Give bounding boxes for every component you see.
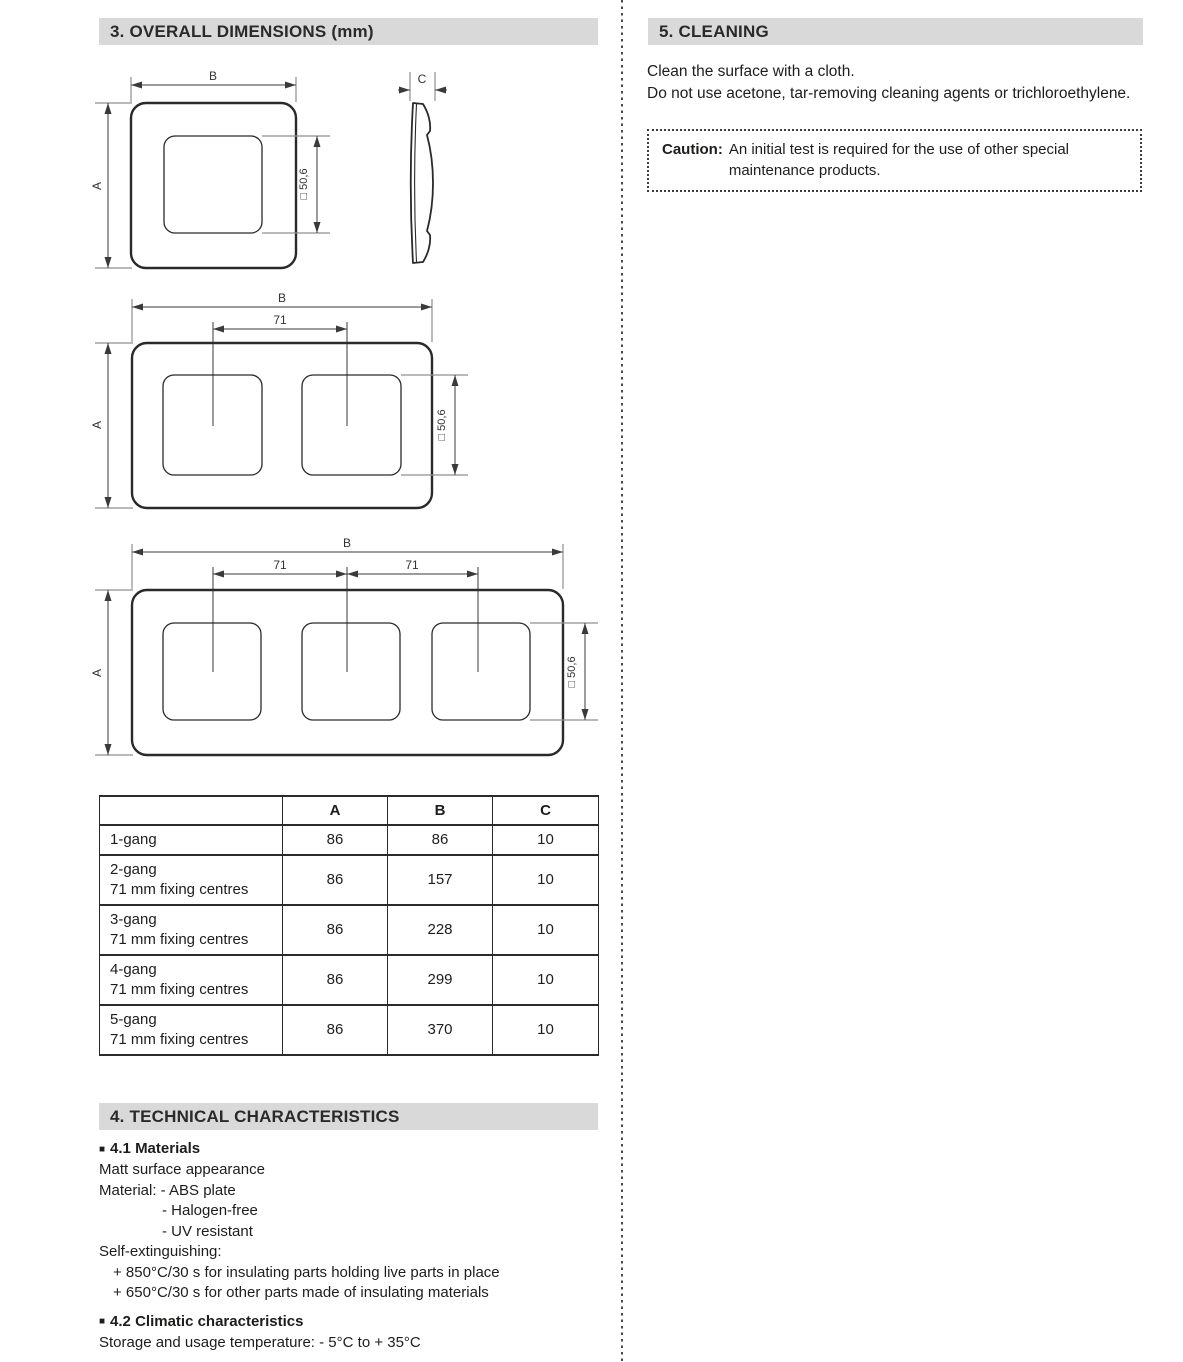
cell-c: 10 <box>493 955 599 1005</box>
row-label-cell <box>100 955 283 1005</box>
window-opening <box>302 623 400 720</box>
cell-b: 157 <box>388 855 493 905</box>
cell-a: 86 <box>283 955 388 1005</box>
materials-line: + 850°C/30 s for insulating parts holding live parts in place <box>113 1263 500 1281</box>
drawing-3-gang <box>90 533 615 778</box>
caution-label: Caution: <box>662 141 723 158</box>
cell-c: 10 <box>493 1005 599 1055</box>
dimension-label-centres: 71 <box>273 558 287 572</box>
row-sublabel: 71 mm fixing centres <box>110 980 249 998</box>
row-label: 3-gang <box>110 911 157 928</box>
row-label: 1-gang <box>110 831 157 848</box>
window-opening <box>163 623 261 720</box>
section-title-overall-dimensions: 3. OVERALL DIMENSIONS (mm) <box>110 21 374 41</box>
cell-b: 299 <box>388 955 493 1005</box>
table-header-c: C <box>493 796 599 825</box>
row-label: 2-gang <box>110 861 157 878</box>
table-row <box>100 955 599 1005</box>
dimension-label-b: B <box>342 536 352 550</box>
window-opening <box>164 136 262 233</box>
cell-b: 370 <box>388 1005 493 1055</box>
column-divider <box>621 0 623 1362</box>
cell-a: 86 <box>283 905 388 955</box>
row-label: 5-gang <box>110 1011 157 1028</box>
technical-characteristics-block <box>99 1139 621 1353</box>
dimension-a-group <box>90 343 133 508</box>
table-header-row <box>100 796 599 825</box>
row-label: 4-gang <box>110 961 157 978</box>
dimension-label-centres: 71 <box>273 313 287 327</box>
dimension-a-group <box>90 103 132 268</box>
materials-line: Material: - ABS plate <box>99 1181 236 1199</box>
cleaning-line: Do not use acetone, tar-removing cleaning agents or trichloroethylene. <box>647 84 1131 102</box>
dimension-a-group <box>90 590 133 755</box>
row-label-cell <box>100 905 283 955</box>
cell-b: 86 <box>388 825 493 855</box>
materials-heading <box>99 1139 621 1160</box>
table-header-a: A <box>283 796 388 825</box>
cell-c: 10 <box>493 905 599 955</box>
dimension-label-b: B <box>277 291 287 305</box>
section-header-technical-characteristics <box>99 1103 598 1130</box>
row-label-cell <box>100 855 283 905</box>
dimension-centres-group <box>213 313 347 426</box>
cell-b: 228 <box>388 905 493 955</box>
cleaning-instructions <box>647 61 1157 104</box>
cell-a: 86 <box>283 1005 388 1055</box>
caution-content <box>649 131 1140 181</box>
dimension-label-a: A <box>90 420 104 430</box>
table-row <box>100 1005 599 1055</box>
cell-a: 86 <box>283 855 388 905</box>
dimension-label-b: B <box>208 69 218 83</box>
dimensions-table <box>99 795 599 1056</box>
dimension-c-group <box>398 72 447 101</box>
caution-text: An initial test is required for the use of other special maintenance products. <box>728 141 1070 179</box>
cell-c: 10 <box>493 825 599 855</box>
section-title-cleaning: 5. CLEANING <box>659 21 769 41</box>
drawing-2-gang <box>90 291 485 518</box>
section-header-cleaning <box>648 18 1143 45</box>
plate-outline <box>131 103 296 268</box>
dimension-label-centres: 71 <box>405 558 419 572</box>
row-label-cell <box>100 1005 283 1055</box>
table-corner-cell <box>100 796 283 825</box>
dimension-label-window: □ 50,6 <box>566 656 578 688</box>
square-bullet-icon: ■ <box>99 1316 106 1327</box>
table-row <box>100 905 599 955</box>
materials-line: - Halogen-free <box>162 1202 258 1219</box>
dimension-label-window: □ 50,6 <box>298 168 310 200</box>
section-header-overall-dimensions <box>99 18 598 45</box>
caution-box <box>647 129 1142 192</box>
section-title-technical-characteristics: 4. TECHNICAL CHARACTERISTICS <box>110 1106 400 1126</box>
table-row <box>100 855 599 905</box>
row-label-cell <box>100 825 283 855</box>
materials-heading-text: 4.1 Materials <box>110 1140 201 1157</box>
dimension-window-group <box>401 375 468 475</box>
dimension-label-window: □ 50,6 <box>436 409 448 441</box>
materials-line: Matt surface appearance <box>99 1161 265 1178</box>
dimension-label-c: C <box>417 72 427 86</box>
plate-outline <box>132 343 432 508</box>
cell-c: 10 <box>493 855 599 905</box>
climatic-line: Storage and usage temperature: - 5°C to + 35°C <box>99 1333 421 1351</box>
table-header-b: B <box>388 796 493 825</box>
window-opening <box>302 375 401 475</box>
cell-a: 86 <box>283 825 388 855</box>
climatic-heading <box>99 1312 621 1333</box>
materials-line: - UV resistant <box>162 1222 253 1240</box>
cleaning-line: Clean the surface with a cloth. <box>647 63 855 80</box>
materials-line: Self-extinguishing: <box>99 1243 222 1260</box>
drawing-1-gang <box>90 58 485 288</box>
row-sublabel: 71 mm fixing centres <box>110 930 249 948</box>
dimension-centres-group <box>213 558 478 672</box>
materials-line: + 650°C/30 s for other parts made of insulating materials <box>113 1284 489 1301</box>
dimension-label-a: A <box>90 181 104 191</box>
row-sublabel: 71 mm fixing centres <box>110 880 249 898</box>
climatic-heading-text: 4.2 Climatic characteristics <box>110 1312 304 1330</box>
window-opening <box>432 623 530 720</box>
row-sublabel: 71 mm fixing centres <box>110 1030 249 1048</box>
side-profile <box>411 103 433 263</box>
dimension-label-a: A <box>90 668 104 678</box>
square-bullet-icon: ■ <box>99 1143 106 1155</box>
dimension-b-group <box>131 69 296 102</box>
table-row <box>100 825 599 855</box>
